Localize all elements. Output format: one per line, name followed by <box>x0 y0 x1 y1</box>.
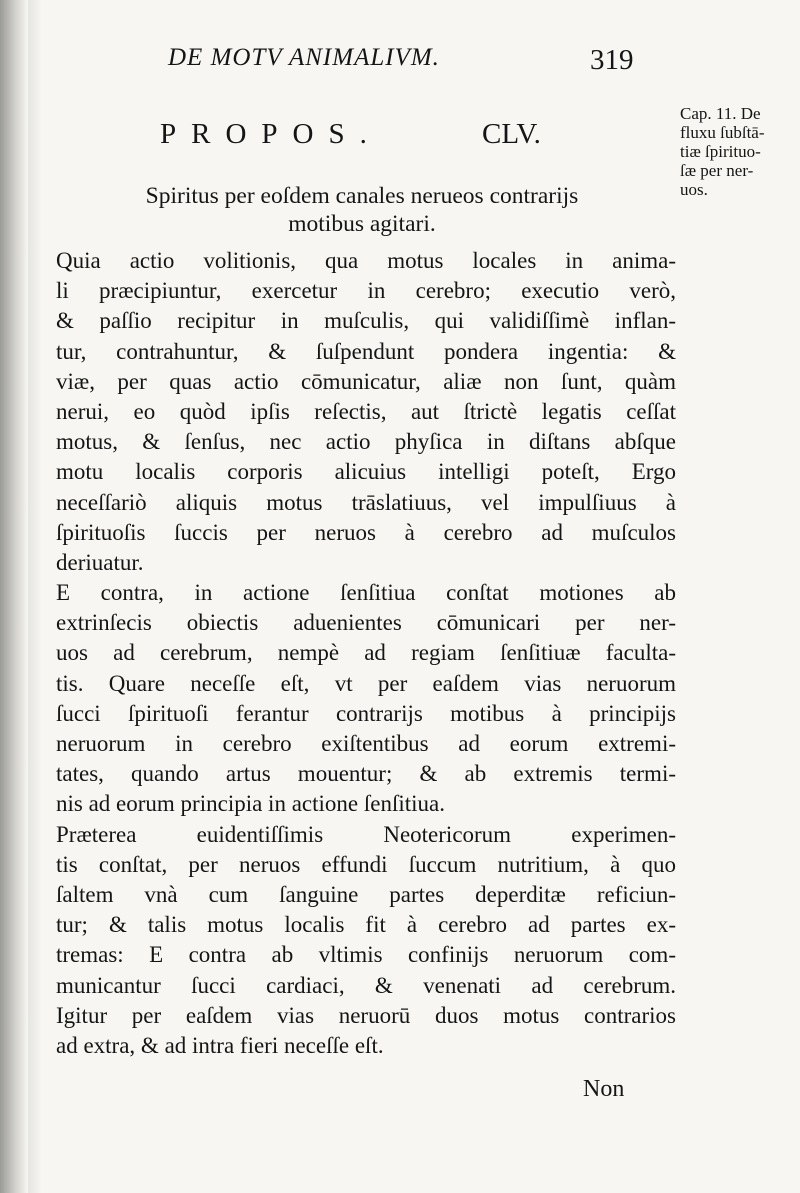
marginal-note-line: ſæ per ner- <box>680 161 754 180</box>
text-line: & paſſio recipitur in muſculis, qui validiſſimè inflan- <box>56 308 676 334</box>
text-line: nerui, eo quòd ipſis reſectis, aut ſtrictè legatis ceſſat <box>56 398 676 424</box>
marginal-note <box>680 104 800 199</box>
text-line: extrinſecis obiectis aduenientes cōmunicari per ner- <box>56 610 676 636</box>
proposition-summary <box>62 182 662 238</box>
text-line: ſpirituoſis ſuccis per neruos à cerebro ad muſculos <box>56 519 676 545</box>
text-line: nis ad eorum principia in actione ſenſitiua. <box>56 791 445 817</box>
text-line: ad extra, & ad intra fieri neceſſe eſt. <box>56 1032 384 1058</box>
text-line: municantur ſucci cardiaci, & venenati ad cerebrum. <box>56 972 676 998</box>
summary-line: Spiritus per eoſdem canales nerueos contrarijs <box>145 183 579 209</box>
text-line: tremas: E contra ab vltimis confinijs neruorum com- <box>56 942 676 968</box>
proposition-heading: PROPOS. <box>160 118 382 150</box>
text-line: Quia actio volitionis, qua motus locales in anima- <box>56 248 676 273</box>
marginal-note-line: tiæ ſpirituo- <box>680 142 761 161</box>
text-line: Præterea euidentiſſimis Neotericorum experimen- <box>56 821 676 847</box>
spine-shadow <box>0 0 28 1193</box>
text-line: Igitur per eaſdem vias neruorū duos motus contrarios <box>56 1002 676 1028</box>
body-text <box>56 246 676 1061</box>
summary-line: motibus agitari. <box>288 211 436 237</box>
text-line: tis. Quare neceſſe eſt, vt per eaſdem vias neruorum <box>56 670 676 696</box>
marginal-note-line: uos. <box>680 180 708 199</box>
text-line: neruorum in cerebro exiſtentibus ad eorum extremi- <box>56 731 676 756</box>
text-line: neceſſariò aliquis motus trāslatiuus, vel impulſiuus à <box>56 489 676 515</box>
text-line: tis conſtat, per neruos effundi ſuccum nutritium, à quo <box>56 851 676 877</box>
text-line: motus, & ſenſus, nec actio phyſica in diſtans abſque <box>56 429 676 455</box>
text-line: tur, contrahuntur, & ſuſpendunt pondera ingentia: & <box>56 338 676 364</box>
text-line: tur; & talis motus localis fit à cerebro ad partes ex- <box>56 912 676 938</box>
marginal-note-line: Cap. 11. De <box>680 104 761 123</box>
page-number: 319 <box>590 44 634 76</box>
text-line: ſaltem vnà cum ſanguine partes deperditæ reficiun- <box>56 881 676 907</box>
gutter-shade <box>28 0 42 1193</box>
text-line: ſucci ſpirituoſi ferantur contrarijs motibus à principijs <box>56 700 676 726</box>
text-line: uos ad cerebrum, nempè ad regiam ſenſitiuæ faculta- <box>56 640 676 666</box>
text-line: viæ, per quas actio cōmunicatur, aliæ non ſunt, quàm <box>56 368 676 394</box>
text-line: deriuatur. <box>56 549 144 575</box>
proposition-number: CLV. <box>482 118 541 150</box>
running-head: DE MOTV ANIMALIVM. <box>168 44 440 71</box>
text-line: motu localis corporis alicuius intelligi poteſt, Ergo <box>56 459 676 485</box>
text-line: li præcipiuntur, exercetur in cerebro; executio verò, <box>56 278 676 304</box>
marginal-note-line: fluxu ſubſtā- <box>680 123 765 142</box>
text-line: E contra, in actione ſenſitiua conſtat motiones ab <box>56 580 676 606</box>
text-line: tates, quando artus mouentur; & ab extremis termi- <box>56 761 676 787</box>
catchword: Non <box>583 1076 625 1102</box>
